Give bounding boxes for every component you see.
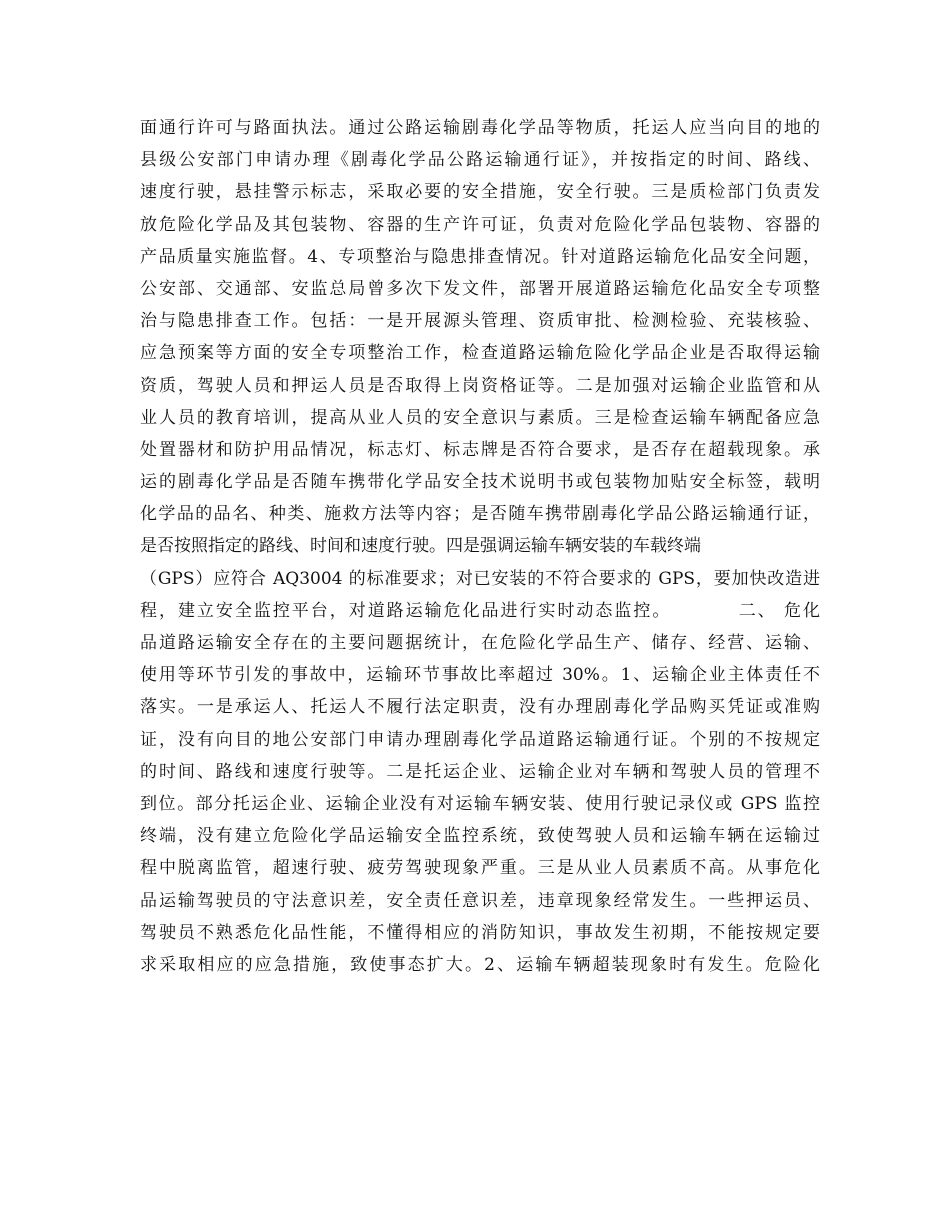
text-line: 县级公安部门申请办理《剧毒化学品公路运输通行证》，并按指定的时间、路线、 <box>140 150 820 171</box>
text-line: 化学品的品名、种类、施救方法等内容；是否随车携带剧毒化学品公路运输通行证， <box>140 504 820 525</box>
text-line: 到位。部分托运企业、运输企业没有对运输车辆安装、使用行驶记录仪或 GPS 监控 <box>140 793 820 814</box>
text-line: 治与隐患排查工作。包括：一是开展源头管理、资质审批、检测检验、充装核验、 <box>140 311 820 332</box>
text-line: 面通行许可与路面执法。通过公路运输剧毒化学品等物质，托运人应当向目的地的 <box>140 118 820 138</box>
text-line: 品道路运输安全存在的主要问题据统计，在危险化学品生产、储存、经营、运输、 <box>140 633 820 653</box>
text-line: 是否按照指定的路线、时间和速度行驶。四是强调运输车辆安装的车载终端 <box>140 536 701 557</box>
text-line: 落实。一是承运人、托运人不履行法定职责，没有办理剧毒化学品购买凭证或准购 <box>140 697 820 718</box>
text-line: 速度行驶，悬挂警示标志，采取必要的安全措施，安全行驶。三是质检部门负责发 <box>140 182 820 203</box>
text-line: 终端，没有建立危险化学品运输安全监控系统，致使驾驶人员和运输车辆在运输过 <box>140 826 820 847</box>
text-line: 处置器材和防护用品情况，标志灯、标志牌是否符合要求，是否存在超载现象。承 <box>140 439 820 460</box>
text-line: 品运输驾驶员的守法意识差，安全责任意识差，违章现象经常发生。一些押运员、 <box>140 890 820 911</box>
body-text <box>140 112 820 981</box>
text-line: 业人员的教育培训，提高从业人员的安全意识与素质。三是检查运输车辆配备应急 <box>140 407 820 428</box>
text-line: 资质，驾驶人员和押运人员是否取得上岗资格证等。二是加强对运输企业监管和从 <box>140 375 820 396</box>
text-line: 证，没有向目的地公安部门申请办理剧毒化学品道路运输通行证。个别的不按规定 <box>140 729 820 750</box>
text-line: 程，建立安全监控平台，对道路运输危化品进行实时动态监控。 二、 危化 <box>140 600 820 621</box>
text-line: 产品质量实施监督。4、专项整治与隐患排查情况。针对道路运输危化品安全问题， <box>140 246 820 267</box>
text-line: 驾驶员不熟悉危化品性能，不懂得相应的消防知识，事故发生初期，不能按规定要 <box>140 922 820 943</box>
text-line: 应急预案等方面的安全专项整治工作，检查道路运输危险化学品企业是否取得运输 <box>140 343 820 364</box>
text-line: （GPS）应符合 AQ3004 的标准要求；对已安装的不符合要求的 GPS，要加快改造进 <box>140 568 820 589</box>
text-line: 使用等环节引发的事故中，运输环节事故比率超过 30%。1、运输企业主体责任不 <box>140 665 820 686</box>
text-line: 的时间、路线和速度行驶等。二是托运企业、运输企业对车辆和驾驶人员的管理不 <box>140 761 820 782</box>
text-line: 求采取相应的应急措施，致使事态扩大。2、运输车辆超装现象时有发生。危险化 <box>140 954 820 975</box>
text-line: 运的剧毒化学品是否随车携带化学品安全技术说明书或包装物加贴安全标签，载明 <box>140 472 820 493</box>
text-line: 公安部、交通部、安监总局曾多次下发文件，部署开展道路运输危化品安全专项整 <box>140 278 820 299</box>
text-line: 程中脱离监管，超速行驶、疲劳驾驶现象严重。三是从业人员素质不高。从事危化 <box>140 858 820 879</box>
text-line: 放危险化学品及其包装物、容器的生产许可证，负责对危险化学品包装物、容器的 <box>140 214 820 235</box>
